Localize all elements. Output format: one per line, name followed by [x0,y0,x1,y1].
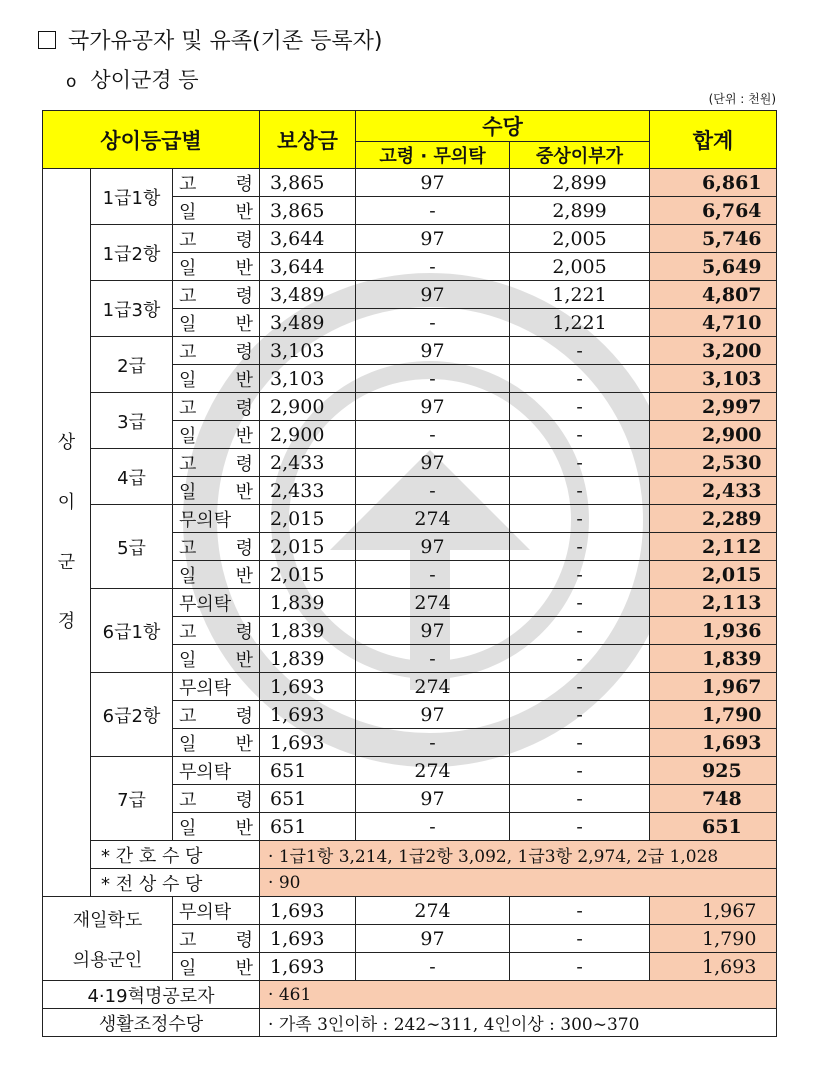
table-row [43,897,777,925]
allowance-severe-cell: - [510,617,650,645]
compensation-cell: 1,693 [260,701,356,729]
allowance-severe-cell: - [510,393,650,421]
table-row [43,589,777,617]
compensation-cell: 1,693 [260,953,356,981]
allowance-elderly-cell: - [356,645,510,673]
allowance-elderly-cell: 97 [356,169,510,197]
table-row [43,505,777,533]
compensation-cell: 1,693 [260,925,356,953]
grade-group-label: 1급3항 [91,281,173,337]
allowance-elderly-cell: - [356,813,510,841]
compensation-cell: 3,489 [260,309,356,337]
type-cell: 일 반 [173,253,260,281]
total-cell: 2,997 [650,393,777,421]
grade-group-label: 5급 [91,505,173,589]
type-cell: 고 령 [173,393,260,421]
allowance-severe-cell: 2,005 [510,225,650,253]
type-cell: 일 반 [173,197,260,225]
type-cell: 고 령 [173,617,260,645]
unit-note: (단위 : 천원) [708,92,776,106]
allowance-elderly-cell: 274 [356,673,510,701]
allowance-severe-cell: 2,899 [510,197,650,225]
compensation-cell: 651 [260,757,356,785]
total-cell: 4,710 [650,309,777,337]
allowance-elderly-cell: 97 [356,337,510,365]
allowance-severe-cell: 2,899 [510,169,650,197]
total-cell: 2,113 [650,589,777,617]
table-row [43,981,777,1009]
allowance-elderly-cell: 97 [356,785,510,813]
compensation-cell: 1,693 [260,897,356,925]
compensation-cell: 2,433 [260,477,356,505]
total-cell: 925 [650,757,777,785]
allowance-elderly-cell: 97 [356,617,510,645]
grade-group-label: 2급 [91,337,173,393]
allowance-severe-cell: - [510,561,650,589]
total-cell: 2,289 [650,505,777,533]
type-cell: 일 반 [173,421,260,449]
compensation-cell: 651 [260,813,356,841]
table-row [43,841,777,869]
allowance-elderly-cell: 97 [356,533,510,561]
table-row [43,393,777,421]
compensation-cell: 651 [260,785,356,813]
header-allowance: 수당 [356,111,650,142]
compensation-cell: 2,900 [260,393,356,421]
jaeil-group-label [43,897,173,981]
total-cell: 1,790 [650,701,777,729]
type-cell: 무의탁 [173,897,260,925]
side-label-cell [43,169,91,897]
side-label-char: 이 [57,491,76,513]
footer-value: · 가족 3인이하 : 242∼311, 4인이상 : 300∼370 [260,1009,777,1037]
allowance-elderly-cell: - [356,197,510,225]
allowance-severe-cell: - [510,365,650,393]
allowance-severe-cell: - [510,337,650,365]
compensation-cell: 3,103 [260,365,356,393]
total-cell: 1,936 [650,617,777,645]
header-allowance-elderly: 고령 · 무의탁 [356,142,510,169]
compensation-cell: 2,900 [260,421,356,449]
grade-group-label: 6급2항 [91,673,173,757]
type-cell: 고 령 [173,449,260,477]
total-cell: 1,839 [650,645,777,673]
type-cell: 일 반 [173,309,260,337]
allowance-elderly-cell: - [356,561,510,589]
type-cell: 일 반 [173,813,260,841]
section-heading-text: 국가유공자 및 유족(기존 등록자) [68,29,383,54]
table-row [43,673,777,701]
footer-label: 4·19혁명공로자 [43,981,260,1009]
section-heading [38,24,382,55]
compensation-cell: 1,839 [260,645,356,673]
compensation-cell: 2,015 [260,533,356,561]
total-cell: 1,967 [650,673,777,701]
allowance-elderly-cell: 97 [356,701,510,729]
allowance-elderly-cell: - [356,729,510,757]
table-row [43,1009,777,1037]
allowance-elderly-cell: - [356,953,510,981]
type-cell: 고 령 [173,337,260,365]
extra-allowance-label: * 간 호 수 당 [91,841,260,869]
allowance-severe-cell: - [510,729,650,757]
total-cell: 1,790 [650,925,777,953]
total-cell: 2,112 [650,533,777,561]
allowance-severe-cell: - [510,421,650,449]
grade-group-label: 3급 [91,393,173,449]
allowance-severe-cell: - [510,813,650,841]
allowance-severe-cell: - [510,645,650,673]
total-cell: 5,649 [650,253,777,281]
type-cell: 일 반 [173,645,260,673]
total-cell: 6,764 [650,197,777,225]
type-cell: 무의탁 [173,673,260,701]
allowance-elderly-cell: 274 [356,505,510,533]
table-row [43,281,777,309]
allowance-elderly-cell: 97 [356,449,510,477]
allowance-severe-cell: - [510,673,650,701]
total-cell: 5,746 [650,225,777,253]
compensation-cell: 3,644 [260,225,356,253]
allowance-elderly-cell: - [356,253,510,281]
allowance-severe-cell: - [510,897,650,925]
type-cell: 고 령 [173,169,260,197]
allowance-elderly-cell: 97 [356,281,510,309]
total-cell: 2,433 [650,477,777,505]
allowance-severe-cell: - [510,477,650,505]
allowance-severe-cell: - [510,589,650,617]
grade-group-label: 7급 [91,757,173,841]
allowance-severe-cell: 1,221 [510,281,650,309]
total-cell: 2,530 [650,449,777,477]
allowance-elderly-cell: - [356,309,510,337]
side-label-char: 경 [57,611,76,633]
total-cell: 748 [650,785,777,813]
total-cell: 3,103 [650,365,777,393]
total-cell: 6,861 [650,169,777,197]
header-grade: 상이등급별 [43,111,260,169]
table-row [43,449,777,477]
compensation-cell: 1,693 [260,673,356,701]
side-label-char: 군 [57,551,76,573]
circle-bullet-icon: o [66,72,77,92]
type-cell: 일 반 [173,561,260,589]
extra-allowance-label: * 전 상 수 당 [91,869,260,897]
allowance-severe-cell: - [510,449,650,477]
table-row [43,169,777,197]
compensation-table [42,110,777,1037]
total-cell: 2,015 [650,561,777,589]
subsection-heading [66,64,199,94]
type-cell: 무의탁 [173,757,260,785]
compensation-cell: 2,015 [260,561,356,589]
subsection-heading-text: 상이군경 등 [90,68,199,92]
table-row [43,757,777,785]
compensation-cell: 2,433 [260,449,356,477]
table-row [43,337,777,365]
type-cell: 일 반 [173,953,260,981]
total-cell: 1,693 [650,729,777,757]
type-cell: 일 반 [173,729,260,757]
type-cell: 고 령 [173,701,260,729]
compensation-cell: 1,839 [260,589,356,617]
jaeil-label-line2: 의용군인 [72,949,143,971]
total-cell: 1,967 [650,897,777,925]
total-cell: 4,807 [650,281,777,309]
allowance-elderly-cell: 274 [356,589,510,617]
total-cell: 2,900 [650,421,777,449]
allowance-elderly-cell: - [356,477,510,505]
extra-allowance-value: · 90 [260,869,777,897]
header-total: 합계 [650,111,777,169]
allowance-severe-cell: - [510,785,650,813]
type-cell: 고 령 [173,785,260,813]
grade-group-label: 1급1항 [91,169,173,225]
compensation-cell: 2,015 [260,505,356,533]
total-cell: 651 [650,813,777,841]
header-allowance-severe: 중상이부가 [510,142,650,169]
compensation-cell: 3,865 [260,197,356,225]
allowance-severe-cell: - [510,925,650,953]
compensation-cell: 3,865 [260,169,356,197]
allowance-severe-cell: - [510,533,650,561]
table-row [43,869,777,897]
type-cell: 고 령 [173,225,260,253]
side-label-char: 상 [57,431,76,453]
type-cell: 일 반 [173,477,260,505]
allowance-elderly-cell: 97 [356,925,510,953]
allowance-elderly-cell: 274 [356,757,510,785]
type-cell: 고 령 [173,281,260,309]
header-compensation: 보상금 [260,111,356,169]
grade-group-label: 6급1항 [91,589,173,673]
extra-allowance-value: · 1급1항 3,214, 1급2항 3,092, 1급3항 2,974, 2급 1,028 [260,841,777,869]
type-cell: 무의탁 [173,589,260,617]
allowance-elderly-cell: 97 [356,225,510,253]
checkbox-square-icon [38,31,56,49]
compensation-cell: 3,103 [260,337,356,365]
footer-value: · 461 [260,981,777,1009]
allowance-elderly-cell: - [356,365,510,393]
grade-group-label: 4급 [91,449,173,505]
total-cell: 1,693 [650,953,777,981]
type-cell: 일 반 [173,365,260,393]
allowance-severe-cell: - [510,953,650,981]
compensation-cell: 3,489 [260,281,356,309]
allowance-elderly-cell: 97 [356,393,510,421]
allowance-severe-cell: - [510,701,650,729]
compensation-cell: 1,839 [260,617,356,645]
allowance-severe-cell: - [510,505,650,533]
type-cell: 고 령 [173,925,260,953]
allowance-elderly-cell: - [356,421,510,449]
grade-group-label: 1급2항 [91,225,173,281]
footer-label: 생활조정수당 [43,1009,260,1037]
compensation-cell: 3,644 [260,253,356,281]
allowance-severe-cell: 1,221 [510,309,650,337]
table-row [43,225,777,253]
allowance-elderly-cell: 274 [356,897,510,925]
allowance-severe-cell: 2,005 [510,253,650,281]
jaeil-label-line1: 재일학도 [72,909,143,931]
type-cell: 무의탁 [173,505,260,533]
total-cell: 3,200 [650,337,777,365]
allowance-severe-cell: - [510,757,650,785]
type-cell: 고 령 [173,533,260,561]
compensation-cell: 1,693 [260,729,356,757]
